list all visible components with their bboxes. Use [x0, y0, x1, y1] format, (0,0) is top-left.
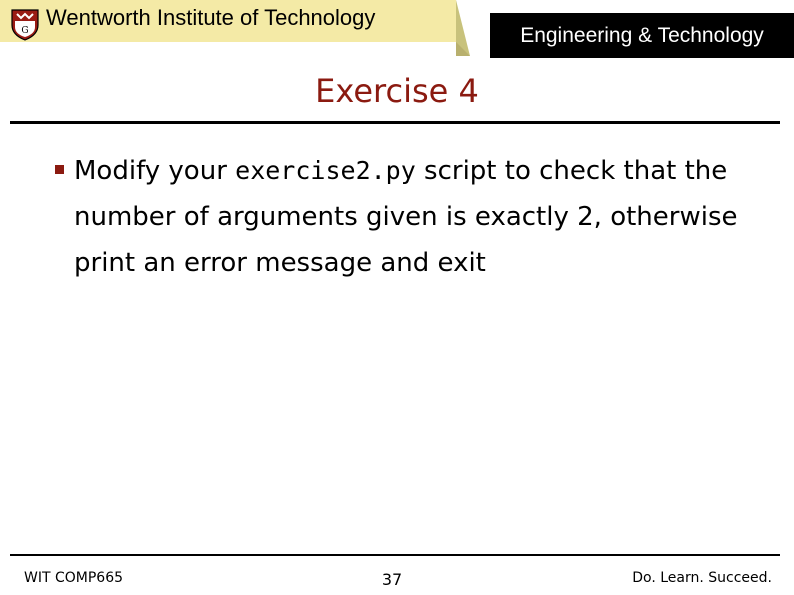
bullet-text-after: script to check that the number of arguments given is exactly 2, otherwise print an error message and exit	[74, 156, 738, 278]
bullet-item	[55, 148, 775, 286]
square-bullet-icon	[55, 165, 64, 174]
bullet-text-before: Modify your	[74, 156, 236, 186]
title-divider	[10, 121, 780, 124]
svg-text:G: G	[21, 26, 29, 36]
department-banner: Engineering & Technology	[490, 13, 794, 58]
footer-course: WIT COMP665	[24, 570, 124, 586]
footer-motto: Do. Learn. Succeed.	[632, 570, 772, 586]
institution-name: Wentworth Institute of Technology	[46, 5, 376, 30]
slide-title: Exercise 4	[315, 72, 479, 110]
wentworth-crest-icon	[8, 7, 42, 41]
bullet-text	[74, 148, 775, 286]
code-filename: exercise2.py	[235, 156, 416, 185]
page-number: 37	[381, 570, 403, 589]
footer-divider	[10, 554, 780, 556]
